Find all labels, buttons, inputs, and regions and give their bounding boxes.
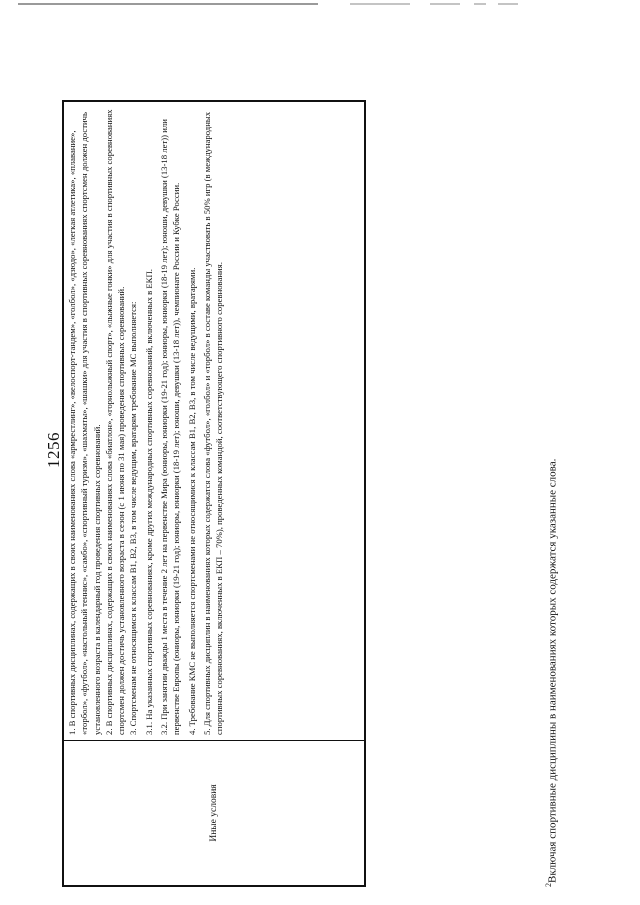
table-label: Иные условия [209,784,219,842]
footnote [544,127,559,887]
footnote-mark: 2 [544,883,553,887]
condition-paragraph: 3. Спортсменам не относящимся к классам В1, В2, В3, в том числе ведущим, вратарям требование МС выполняется: [128,301,139,735]
table-content-cell [64,102,364,740]
condition-paragraph: 3.1. На указанных спортивных соревнованиях, кроме других международных спортивных соревнований, включенных в ЕКП. [143,269,154,735]
table-label-cell [64,740,364,885]
page-number: 1256 [44,432,63,468]
condition-paragraph: 1. В спортивных дисциплинах, содержащих в своих наименованиях слова «армрестлинг», «велоспорт-тандем», «голбол», «дзюдо», «легкая атлетика», «плавание», «торбол», «футбол», «настольный теннис», «самбо», «спортивный туризм», «шахматы», «шашки» для участия в спортивных соревнованиях спортсмен должен достичь установленного возраста в календарный год проведения спортивных соревнований. [67,112,102,735]
condition-paragraph: 2. В спортивных дисциплинах, содержащих в своих наименованиях слова «биатлон», «горнолыжный спорт», «лыжные гонки» для участия в спортивных соревнованиях спортсмен должен достичь установленного возраста в сезон (с 1 июня по 31 мая) проведения спортивных соревнований. [103,109,127,735]
condition-paragraph: 4. Требование КМС не выполняется спортсменами не относящимися к классам В1, В2, В3, в том числе ведущими, вратарями. [186,267,197,735]
condition-paragraph: 5. Для спортивных дисциплин в наименованиях которых содержатся слова «футбол», «голбол» и «торбол» в составе команды участвовать в 50% игр (в международных спортивных соревнованиях, включенных в ЕКП – 70%), проведенных командой, соответствующего спортивного соревнования. [201,111,225,735]
footnote-text: Включая спортивные дисциплины в наименованиях которых содержатся указанные слова. [546,458,559,883]
condition-paragraph: 3.2. При занятии дважды 1 места в течение 2 лет на первенстве Мира (юниоры, юниорки (19-21 год); юниоры, юниорки (18-19 лет); юноши, девушки (13-18 лет)) или первенстве Европы (юниоры, юниорки (19-21 год); юниоры, юниорки (18-19 лет); юноши, девушки (13-18 лет)), чемпионате России и Кубке России. [159,119,182,735]
conditions-table [62,100,366,887]
